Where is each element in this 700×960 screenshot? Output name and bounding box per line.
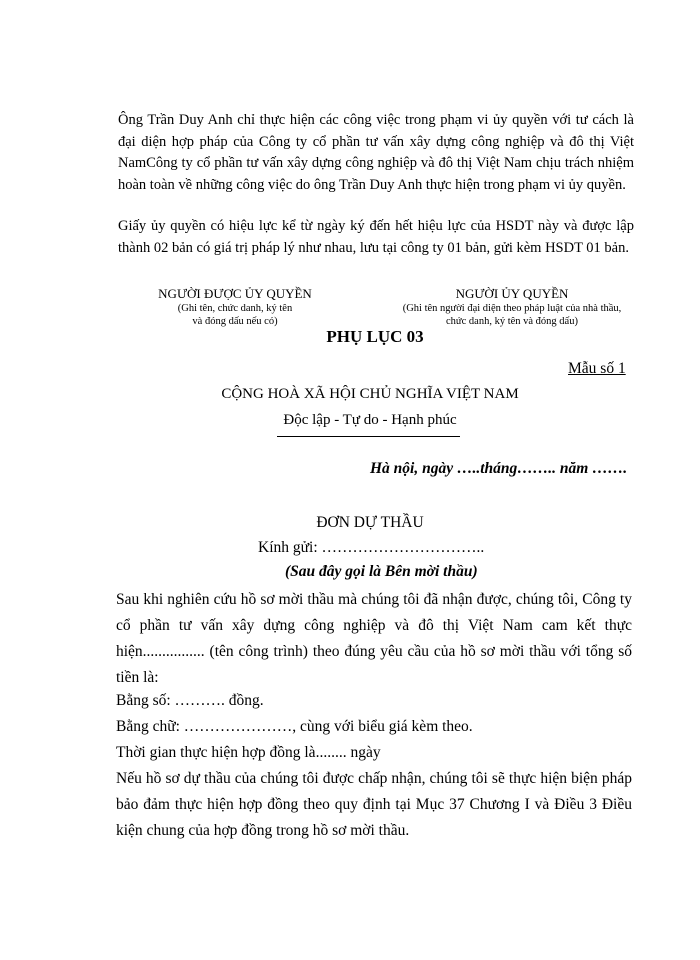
- date-line: Hà nội, ngày …..tháng…….. năm …….: [370, 460, 628, 477]
- signature-left-note-2: và đóng dấu nếu có): [192, 316, 278, 327]
- appendix-title: PHỤ LỤC 03: [326, 327, 424, 346]
- motto: Độc lập - Tự do - Hạnh phúc: [283, 412, 457, 428]
- signature-right: [378, 286, 646, 328]
- signature-left-title: NGƯỜI ĐƯỢC ỦY QUYỀN: [158, 286, 312, 301]
- signature-right-title: NGƯỜI ỦY QUYỀN: [455, 286, 569, 301]
- country-header: CỘNG HOÀ XÃ HỘI CHỦ NGHĨA VIỆT NAM: [221, 386, 519, 402]
- signature-left-note-1: (Ghi tên, chức danh, ký tên: [177, 303, 293, 314]
- recipient-note: (Sau đây gọi là Bên mời thầu): [285, 563, 478, 580]
- recipient-line: Kính gửi: …………………………..: [258, 539, 485, 556]
- signature-left: [130, 286, 340, 328]
- amount-numbers: Bằng số: ………. đồng.: [116, 692, 264, 709]
- letter-title: ĐƠN DỰ THẦU: [316, 514, 424, 531]
- form-number: Mẫu số 1: [568, 360, 626, 377]
- signature-right-note-2: chức danh, ký tên và đóng dấu): [446, 316, 578, 327]
- contract-duration: Thời gian thực hiện hợp đồng là........ ngày: [116, 744, 381, 761]
- motto-underline: [277, 436, 460, 437]
- letter-body-paragraph: Sau khi nghiên cứu hồ sơ mời thầu mà chúng tôi đã nhận được, chúng tôi, Công ty cổ phần tư vấn xây dựng công nghiệp và đô thị Việt Nam cam kết thực hiện................ (tên công trình) theo đúng yêu cầu của hồ sơ mời thầu với tổng số tiền là:: [116, 591, 632, 686]
- signature-right-note-1: (Ghi tên người đại diện theo pháp luật của nhà thầu,: [402, 303, 622, 314]
- intro-paragraph-1: Ông Trần Duy Anh chỉ thực hiện các công việc trong phạm vi ủy quyền với tư cách là đại diện hợp pháp của Công ty cổ phần tư vấn xây dựng công nghiệp và đô thị Việt NamCông ty cổ phần tư vấn xây dựng công nghiệp và đô thị Việt Nam chịu trách nhiệm hoàn toàn về những công việc do ông Trần Duy Anh thực hiện trong phạm vi ủy quyền.: [118, 112, 634, 193]
- amount-words: Bằng chữ: …………………, cùng với biểu giá kèm theo.: [116, 718, 473, 735]
- letter-closing-paragraph: Nếu hồ sơ dự thầu của chúng tôi được chấp nhận, chúng tôi sẽ thực hiện biện pháp bảo đảm thực hiện hợp đồng theo quy định tại Mục 37 Chương I và Điều 3 Điều kiện chung của hợp đồng trong hồ sơ mời thầu.: [116, 770, 632, 839]
- intro-paragraph-2: Giấy ủy quyền có hiệu lực kể từ ngày ký đến hết hiệu lực của HSDT này và được lập thành 02 bản có giá trị pháp lý như nhau, lưu tại công ty 01 bản, gửi kèm HSDT 01 bản.: [118, 218, 634, 256]
